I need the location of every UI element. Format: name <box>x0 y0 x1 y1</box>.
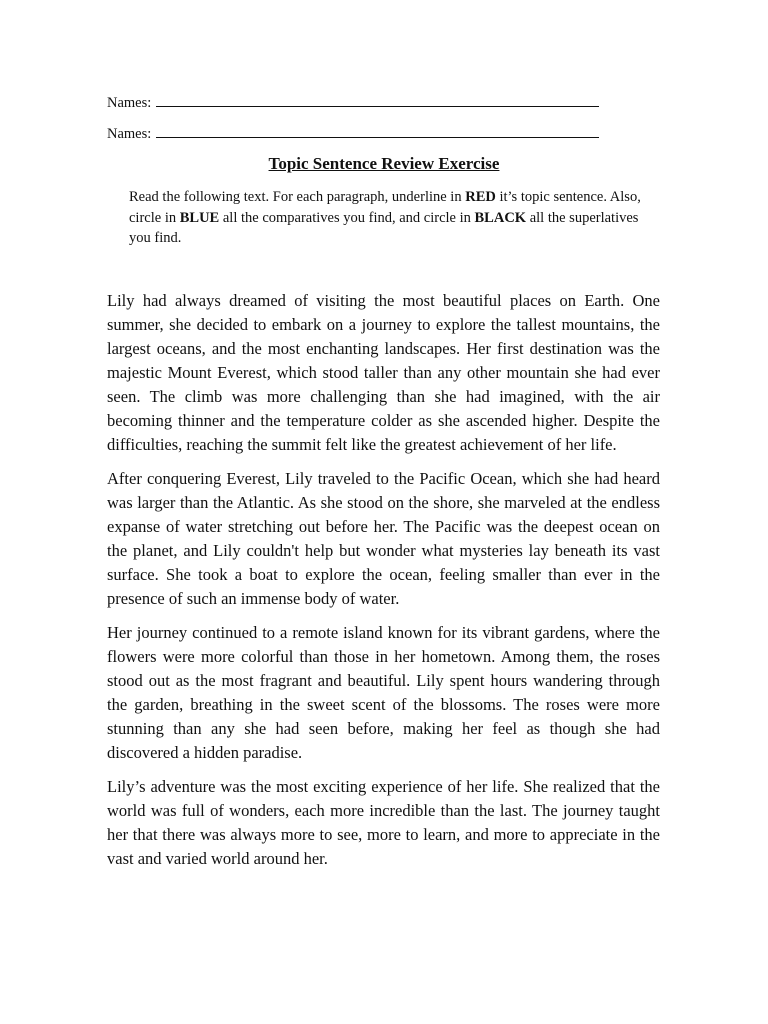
story-text <box>107 289 660 881</box>
paragraph-3: Her journey continued to a remote island known for its vibrant gardens, where the flowers were more colorful than those in her hometown. Among them, the roses stood out as the most fragrant and beautiful. Lily spent hours wandering through the garden, breathing in the sweet scent of the blossoms. The roses were more stunning than any she had seen before, making her feel as though she had discovered a hidden paradise. <box>107 623 660 762</box>
names-line-1 <box>107 92 599 112</box>
instructions-text: all the superlatives you find. <box>129 209 639 246</box>
names-blank-field <box>156 123 599 138</box>
instructions-blue-keyword: BLUE <box>179 209 220 226</box>
instructions <box>129 187 661 249</box>
instructions-text: all the comparatives you find, and circle in <box>219 209 475 226</box>
names-blank-field <box>156 92 599 107</box>
page-title: Topic Sentence Review Exercise <box>268 154 500 173</box>
paragraph-2: After conquering Everest, Lily traveled to the Pacific Ocean, which she had heard was larger than the Atlantic. As she stood on the shore, she marveled at the endless expanse of water stretching out before her. The Pacific was the deepest ocean on the planet, and Lily couldn't help but wonder what mysteries lay beneath its vast surface. She took a boat to explore the ocean, feeling smaller than ever in the presence of such an immense body of water. <box>107 469 660 608</box>
instructions-red-keyword: RED <box>465 189 496 205</box>
instructions-text: it’s topic sentence. Also, circle in <box>129 189 641 226</box>
names-line-2 <box>107 123 599 143</box>
names-label: Names: <box>107 126 152 142</box>
paragraph-4: Lily’s adventure was the most exciting experience of her life. She realized that the world was full of wonders, each more incredible than the last. The journey taught her that there was always more to see, more to learn, and more to appreciate in the vast and varied world around her. <box>107 777 660 868</box>
instructions-text: Read the following text. For each paragraph, underline in <box>129 189 466 205</box>
names-label: Names: <box>107 95 152 111</box>
paragraph-1: Lily had always dreamed of visiting the most beautiful places on Earth. One summer, she decided to embark on a journey to explore the tallest mountains, the largest oceans, and the most enchanting landscapes. Her first destination was the majestic Mount Everest, which stood taller than any other mountain she had ever seen. The climb was more challenging than she had imagined, with the air becoming thinner and the temperature colder as she ascended higher. Despite the difficulties, reaching the summit felt like the greatest achievement of her life. <box>107 291 660 454</box>
instructions-black-keyword: BLACK <box>474 209 527 226</box>
